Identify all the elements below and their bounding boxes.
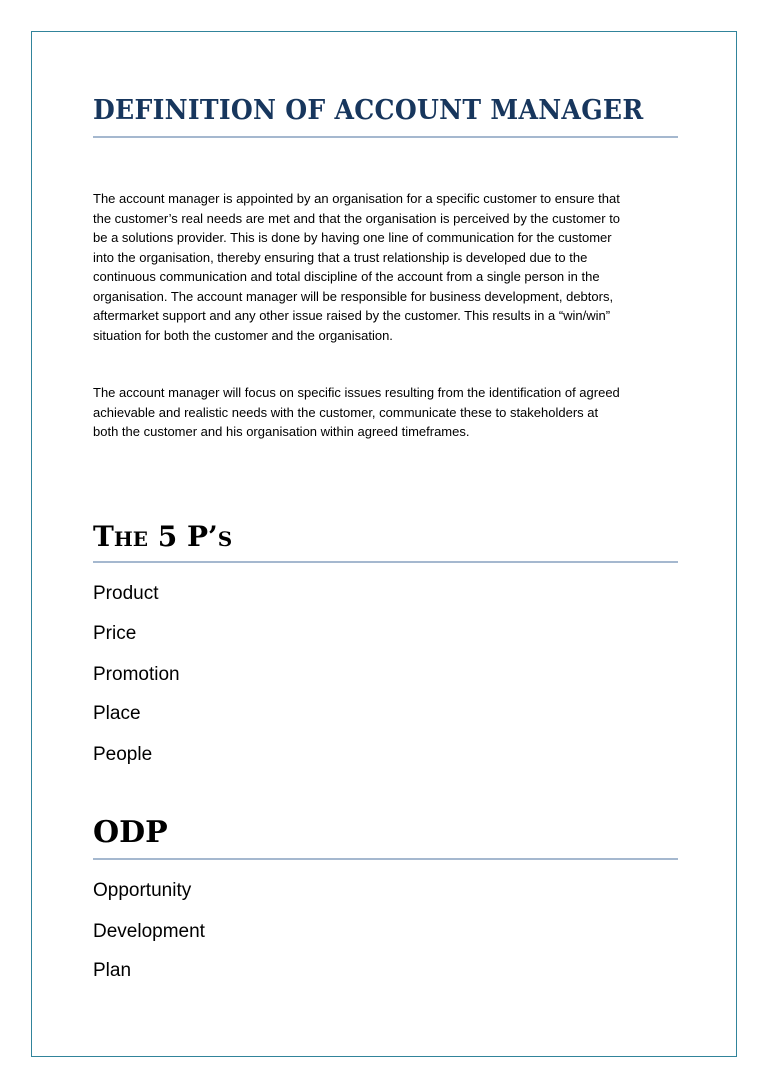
text-line: The account manager will focus on specific issues resulting from the identification of agreed bbox=[93, 385, 620, 400]
text-line: both the customer and his organisation within agreed timeframes. bbox=[93, 424, 470, 439]
text-line: aftermarket support and any other issue raised by the customer. This results in a “win/win” bbox=[93, 308, 611, 323]
page-title: DEFINITION OF ACCOUNT MANAGER bbox=[93, 95, 644, 126]
heading-part: S bbox=[217, 527, 233, 551]
heading-part: T bbox=[93, 520, 114, 553]
five-ps-heading bbox=[93, 520, 232, 553]
odp-heading: ODP bbox=[93, 815, 168, 850]
text-line: continuous communication and total discipline of the account from a single person in the bbox=[93, 269, 600, 284]
title-rule bbox=[93, 136, 678, 138]
list-item: Opportunity bbox=[93, 880, 192, 901]
text-line: organisation. The account manager will be responsible for business development, debtors, bbox=[93, 288, 614, 304]
text-line: achievable and realistic needs with the customer, communicate these to stakeholders at bbox=[93, 404, 599, 420]
text-line: into the organisation, thereby ensuring that a trust relationship is developed due to the bbox=[93, 249, 588, 265]
five-ps-rule bbox=[93, 561, 678, 563]
list-item: Price bbox=[93, 623, 137, 644]
definition-paragraph bbox=[93, 189, 620, 345]
heading-part: HE bbox=[113, 527, 148, 551]
focus-paragraph bbox=[93, 383, 620, 442]
list-item: Place bbox=[93, 703, 141, 724]
text-line: situation for both the customer and the organisation. bbox=[93, 327, 393, 343]
list-item: Development bbox=[93, 921, 205, 942]
list-item: Product bbox=[93, 583, 159, 604]
text-line: the customer’s real needs are met and that the organisation is perceived by the customer to bbox=[93, 210, 621, 226]
odp-rule bbox=[93, 858, 678, 860]
text-line: be a solutions provider. This is done by having one line of communication for the customer bbox=[93, 230, 612, 245]
list-item: Plan bbox=[93, 960, 132, 981]
heading-part: 5 P’ bbox=[147, 520, 218, 553]
list-item: Promotion bbox=[93, 664, 180, 685]
list-item: People bbox=[93, 744, 153, 765]
text-line: The account manager is appointed by an organisation for a specific customer to ensure that bbox=[93, 191, 620, 206]
